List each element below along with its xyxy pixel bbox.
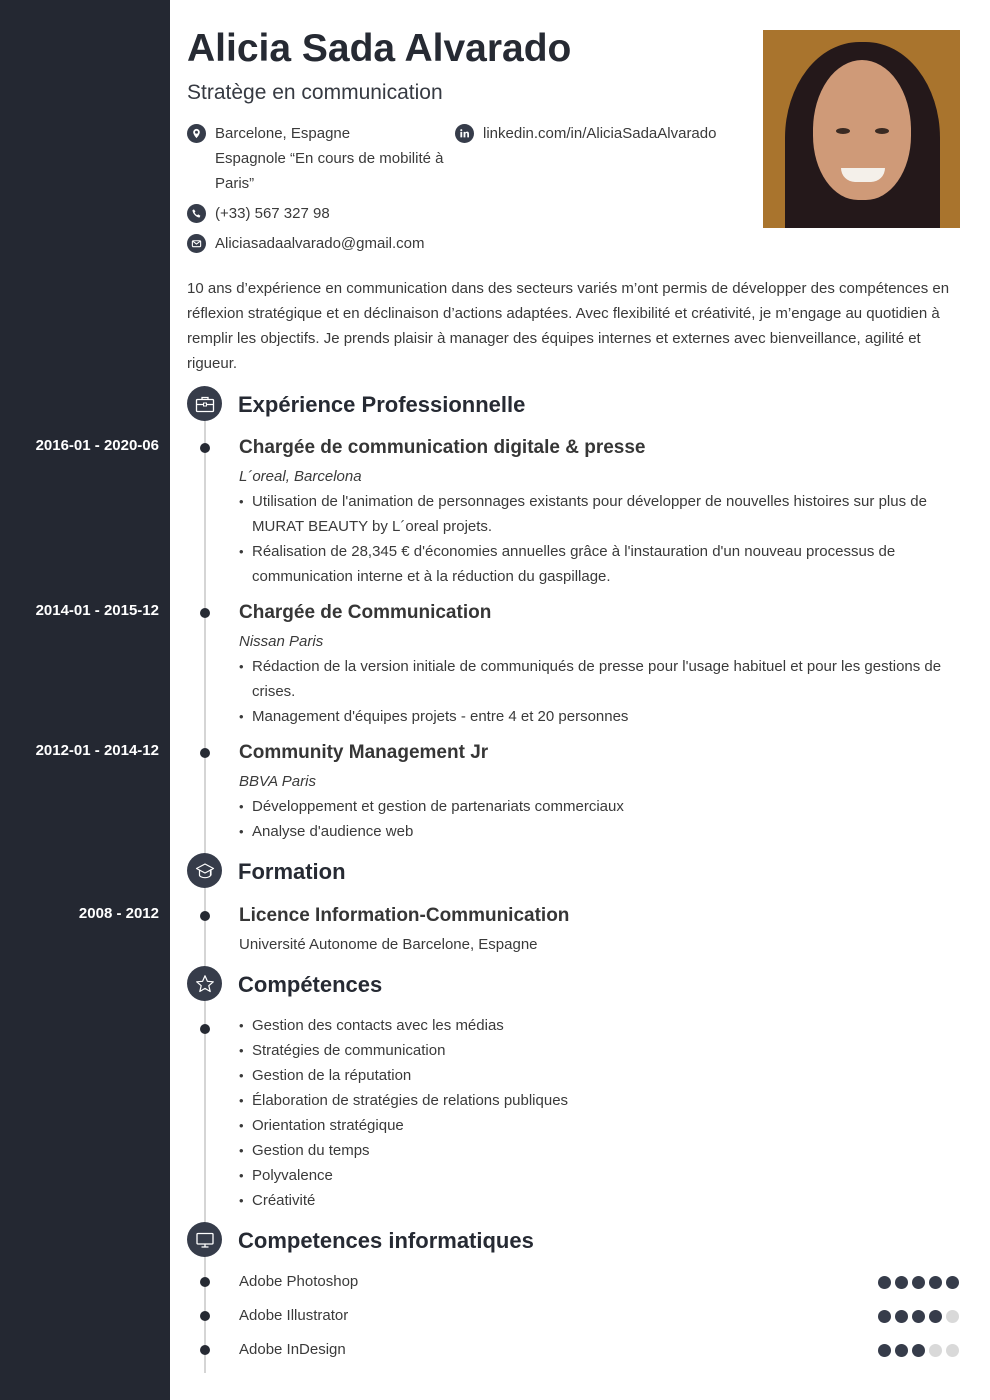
skill-item: • Gestion de la réputation bbox=[239, 1063, 959, 1088]
location-text: Barcelone, Espagne bbox=[215, 125, 351, 142]
rating-dot-filled bbox=[895, 1344, 908, 1357]
rating-dot-filled bbox=[929, 1310, 942, 1323]
job-dates: 2014-01 - 2015-12 bbox=[35, 602, 159, 619]
job-bullet: • Management d'équipes projets - entre 4 et 20 personnes bbox=[239, 704, 959, 729]
section-title-experience: Expérience Professionnelle bbox=[238, 392, 526, 417]
nationality-text-cont: Paris” bbox=[215, 175, 255, 192]
rating-dot-filled bbox=[912, 1310, 925, 1323]
job-company: L´oreal, Barcelona bbox=[239, 468, 362, 485]
photo-eye bbox=[836, 128, 850, 134]
timeline-dot bbox=[200, 443, 210, 453]
timeline-dot bbox=[200, 1277, 210, 1287]
rating-dot-empty bbox=[946, 1344, 959, 1357]
profile-photo bbox=[763, 30, 960, 228]
job-bullet: • Rédaction de la version initiale de communiqués de presse pour l'usage habituel et pour les gestions de crises. bbox=[239, 654, 959, 704]
linkedin-link[interactable]: linkedin.com/in/AliciaSadaAlvarado bbox=[483, 125, 717, 142]
it-skill-name: Adobe Illustrator bbox=[239, 1307, 349, 1324]
job-bullet: • Développement et gestion de partenariats commerciaux bbox=[239, 794, 959, 819]
job-bullets bbox=[239, 654, 959, 729]
job-bullet: • Utilisation de l'animation de personnages existants pour développer de nouvelles histoires sur plus de MURAT BEAUTY by L´oreal projets. bbox=[239, 489, 959, 539]
rating-dot-filled bbox=[912, 1276, 925, 1289]
sidebar bbox=[0, 0, 170, 1400]
contact-linkedin bbox=[455, 121, 755, 146]
timeline-dot bbox=[200, 1024, 210, 1034]
skill-item: • Orientation stratégique bbox=[239, 1113, 959, 1138]
section-title-skills: Compétences bbox=[238, 972, 383, 997]
nationality-text: Espagnole “En cours de mobilité à bbox=[215, 150, 444, 167]
education-dates: 2008 - 2012 bbox=[78, 905, 159, 922]
photo-eye bbox=[875, 128, 889, 134]
rating-dot-filled bbox=[878, 1276, 891, 1289]
job-company: BBVA Paris bbox=[239, 773, 316, 790]
skill-rating bbox=[878, 1276, 959, 1289]
job-title: Chargée de Communication bbox=[239, 602, 492, 623]
job-dates: 2016-01 - 2020-06 bbox=[35, 437, 159, 454]
timeline-dot bbox=[200, 748, 210, 758]
job-bullets bbox=[239, 489, 959, 589]
star-icon bbox=[187, 966, 222, 1001]
rating-dot-empty bbox=[929, 1344, 942, 1357]
rating-dot-empty bbox=[946, 1310, 959, 1323]
candidate-name: Alicia Sada Alvarado bbox=[187, 27, 572, 70]
skill-rating bbox=[878, 1310, 959, 1323]
section-title-it-skills: Competences informatiques bbox=[238, 1228, 534, 1253]
skills-list bbox=[239, 1013, 959, 1213]
degree-title: Licence Information-Communication bbox=[239, 905, 570, 926]
skill-item: • Créativité bbox=[239, 1188, 959, 1213]
section-title-education: Formation bbox=[238, 859, 346, 884]
rating-dot-filled bbox=[946, 1276, 959, 1289]
it-skill-name: Adobe InDesign bbox=[239, 1341, 346, 1358]
skill-item: • Élaboration de stratégies de relations publiques bbox=[239, 1088, 959, 1113]
graduation-cap-icon bbox=[187, 853, 222, 888]
rating-dot-filled bbox=[878, 1344, 891, 1357]
contact-location bbox=[187, 121, 457, 196]
profile-summary: 10 ans d’expérience en communication dans des secteurs variés m’ont permis de développer des compétences en réflexion stratégique et en déclinaison d’actions adaptées. Avec flexibilité et créativité, je m’engage au quotidien à remplir les objectifs. Je prends plaisir à manager des équipes internes et externes avec bienveillance, agilité et rigueur. bbox=[187, 280, 950, 372]
timeline-dot bbox=[200, 608, 210, 618]
skill-item: • Gestion des contacts avec les médias bbox=[239, 1013, 959, 1038]
contact-phone bbox=[187, 201, 457, 226]
job-dates: 2012-01 - 2014-12 bbox=[35, 742, 159, 759]
envelope-icon bbox=[187, 234, 206, 253]
job-bullets bbox=[239, 794, 959, 844]
phone-text[interactable]: (+33) 567 327 98 bbox=[215, 205, 330, 222]
candidate-title: Stratège en communication bbox=[187, 81, 443, 104]
school-name: Université Autonome de Barcelone, Espagne bbox=[239, 936, 538, 953]
monitor-icon bbox=[187, 1222, 222, 1257]
contact-email bbox=[187, 231, 487, 256]
job-bullet: • Analyse d'audience web bbox=[239, 819, 959, 844]
timeline-dot bbox=[200, 1345, 210, 1355]
skill-item: • Stratégies de communication bbox=[239, 1038, 959, 1063]
rating-dot-filled bbox=[912, 1344, 925, 1357]
rating-dot-filled bbox=[929, 1276, 942, 1289]
timeline-dot bbox=[200, 1311, 210, 1321]
rating-dot-filled bbox=[878, 1310, 891, 1323]
phone-icon bbox=[187, 204, 206, 223]
it-skill-name: Adobe Photoshop bbox=[239, 1273, 359, 1290]
timeline-dot bbox=[200, 911, 210, 921]
map-pin-icon bbox=[187, 124, 206, 143]
linkedin-icon bbox=[455, 124, 474, 143]
skill-item: • Gestion du temps bbox=[239, 1138, 959, 1163]
rating-dot-filled bbox=[895, 1276, 908, 1289]
skill-rating bbox=[878, 1344, 959, 1357]
job-title: Community Management Jr bbox=[239, 742, 489, 763]
job-title: Chargée de communication digitale & presse bbox=[239, 437, 646, 458]
rating-dot-filled bbox=[895, 1310, 908, 1323]
email-link[interactable]: Aliciasadaalvarado@gmail.com bbox=[215, 235, 425, 252]
resume-main bbox=[170, 0, 990, 1400]
job-company: Nissan Paris bbox=[239, 633, 324, 650]
skill-item: • Polyvalence bbox=[239, 1163, 959, 1188]
job-bullet: • Réalisation de 28,345 € d'économies annuelles grâce à l'instauration d'un nouveau processus de communication interne et à la réduction du gaspillage. bbox=[239, 539, 959, 589]
briefcase-icon bbox=[187, 386, 222, 421]
